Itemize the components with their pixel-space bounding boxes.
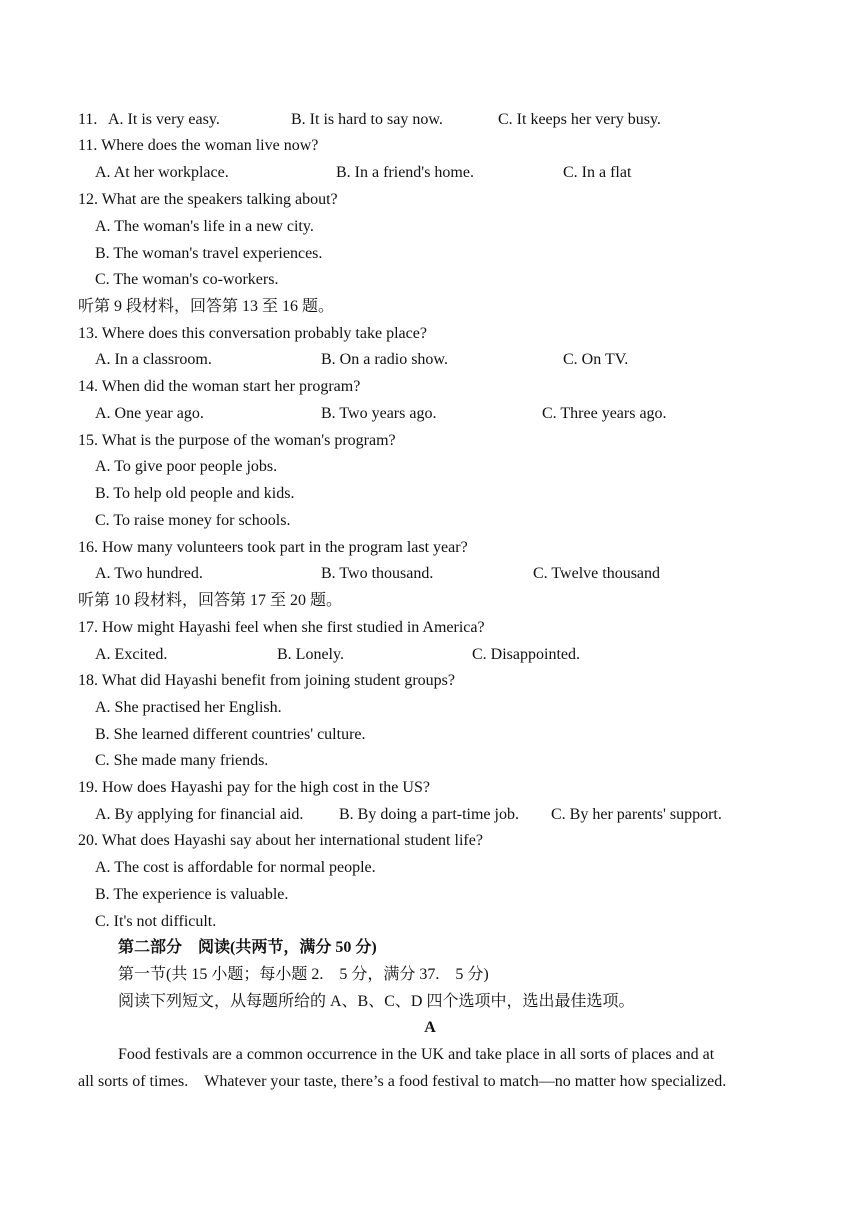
q15-option-a: A. To give poor people jobs. bbox=[95, 458, 278, 475]
passage-line-1: Food festivals are a common occurrence in the UK and take place in all sorts of places and at bbox=[118, 1046, 715, 1063]
q18-question: 18. What did Hayashi benefit from joining student groups? bbox=[78, 672, 455, 689]
q11a-option-c: C. It keeps her very busy. bbox=[498, 111, 661, 128]
q20-question: 20. What does Hayashi say about her international student life? bbox=[78, 832, 483, 849]
q11b-option-b: B. In a friend's home. bbox=[336, 164, 474, 181]
q11a-option-a: A. It is very easy. bbox=[108, 111, 220, 128]
section10-instruction: 听第 10 段材料，回答第 17 至 20 题。 bbox=[78, 592, 343, 609]
q14-option-a: A. One year ago. bbox=[95, 405, 204, 422]
q11b-option-a: A. At her workplace. bbox=[95, 164, 229, 181]
q12-question: 12. What are the speakers talking about? bbox=[78, 191, 338, 208]
section9-instruction: 听第 9 段材料，回答第 13 至 16 题。 bbox=[78, 298, 335, 315]
q20-option-b: B. The experience is valuable. bbox=[95, 886, 289, 903]
q14-option-b: B. Two years ago. bbox=[321, 405, 437, 422]
q16-option-c: C. Twelve thousand bbox=[533, 565, 661, 582]
q11b-option-c: C. In a flat bbox=[563, 164, 632, 181]
q15-option-c: C. To raise money for schools. bbox=[95, 512, 291, 529]
q17-option-c: C. Disappointed. bbox=[472, 646, 580, 663]
q16-option-b: B. Two thousand. bbox=[321, 565, 434, 582]
q18-option-a: A. She practised her English. bbox=[95, 699, 282, 716]
q11a-number: 11. bbox=[78, 111, 98, 128]
q16-option-a: A. Two hundred. bbox=[95, 565, 203, 582]
q17-option-b: B. Lonely. bbox=[277, 646, 344, 663]
q18-option-b: B. She learned different countries' culture. bbox=[95, 726, 366, 743]
passage-label: A bbox=[424, 1019, 436, 1036]
q19-option-b: B. By doing a part-time job. bbox=[339, 806, 519, 823]
q12-option-a: A. The woman's life in a new city. bbox=[95, 218, 314, 235]
q20-option-c: C. It's not difficult. bbox=[95, 913, 217, 930]
q13-option-a: A. In a classroom. bbox=[95, 351, 212, 368]
q11b-question: 11. Where does the woman live now? bbox=[78, 137, 319, 154]
q13-option-c: C. On TV. bbox=[563, 351, 629, 368]
q14-question: 14. When did the woman start her program? bbox=[78, 378, 361, 395]
q19-option-c: C. By her parents' support. bbox=[551, 806, 722, 823]
part2-title: 第二部分 阅读(共两节，满分 50 分) bbox=[118, 939, 377, 956]
q17-option-a: A. Excited. bbox=[95, 646, 168, 663]
passage-line-2: all sorts of times. Whatever your taste, there’s a food festival to match—no matter how specialized. bbox=[78, 1073, 727, 1090]
q19-question: 19. How does Hayashi pay for the high cost in the US? bbox=[78, 779, 430, 796]
q16-question: 16. How many volunteers took part in the program last year? bbox=[78, 539, 468, 556]
q15-option-b: B. To help old people and kids. bbox=[95, 485, 295, 502]
q15-question: 15. What is the purpose of the woman's program? bbox=[78, 432, 396, 449]
q11a-option-b: B. It is hard to say now. bbox=[291, 111, 443, 128]
q18-option-c: C. She made many friends. bbox=[95, 752, 269, 769]
part2-section1: 第一节(共 15 小题；每小题 2. 5 分，满分 37. 5 分) bbox=[118, 966, 489, 983]
q17-question: 17. How might Hayashi feel when she first studied in America? bbox=[78, 619, 485, 636]
q12-option-b: B. The woman's travel experiences. bbox=[95, 245, 323, 262]
q12-option-c: C. The woman's co-workers. bbox=[95, 271, 279, 288]
q19-option-a: A. By applying for financial aid. bbox=[95, 806, 304, 823]
q20-option-a: A. The cost is affordable for normal people. bbox=[95, 859, 376, 876]
part2-instruction: 阅读下列短文，从每题所给的 A、B、C、D 四个选项中，选出最佳选项。 bbox=[118, 993, 635, 1010]
q13-question: 13. Where does this conversation probably take place? bbox=[78, 325, 427, 342]
q13-option-b: B. On a radio show. bbox=[321, 351, 448, 368]
q14-option-c: C. Three years ago. bbox=[542, 405, 667, 422]
